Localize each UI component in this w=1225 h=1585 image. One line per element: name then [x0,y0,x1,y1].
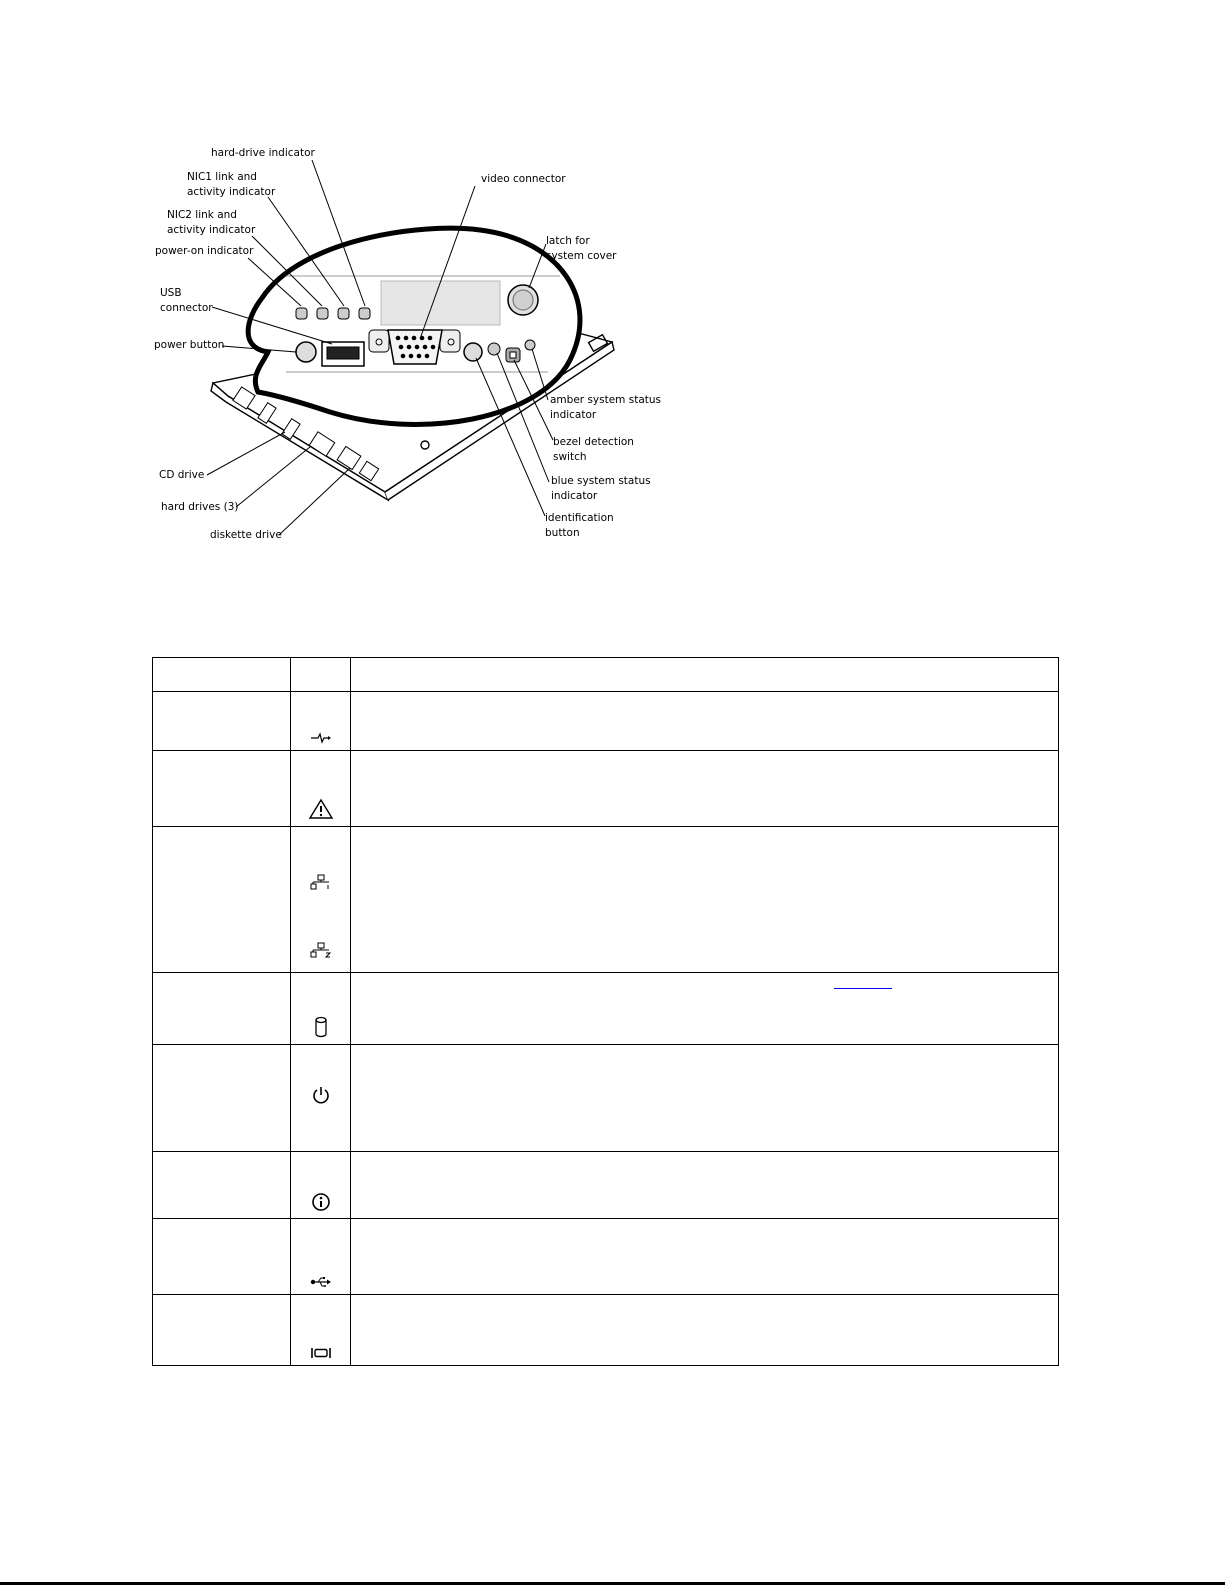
callout-nic2-indicator: NIC2 link and activity indicator [167,209,256,236]
table-row [153,1295,1059,1366]
callout-balloon [248,228,580,424]
power-icon [311,1085,331,1105]
row-name [153,827,291,973]
table-row [153,1045,1059,1152]
row-icon-cell [291,751,351,827]
row-icon-cell [291,827,351,973]
row-name [153,973,291,1045]
system-status-icon [309,732,333,744]
row-description [351,827,1059,973]
cross-reference-link[interactable] [834,988,892,989]
row-icon-cell [291,973,351,1045]
table-row [153,751,1059,827]
callout-blue-status-indicator: blue system status indicator [551,475,651,502]
row-name [153,1219,291,1295]
callout-latch: latch for system cover [546,235,617,262]
video-connector-icon [310,1347,332,1359]
row-name [153,1045,291,1152]
header-icon [291,658,351,692]
row-description [351,1152,1059,1219]
row-icon-cell [291,1152,351,1219]
indicator-table [152,657,1059,1366]
row-description [351,1295,1059,1366]
row-description [351,751,1059,827]
row-icon-cell [291,1295,351,1366]
header-component [153,658,291,692]
front-panel-figure [0,0,1225,600]
callout-amber-status-indicator: amber system status indicator [550,394,662,421]
callout-video-connector: video connector [481,173,566,185]
header-description [351,658,1059,692]
warning-triangle-icon [308,798,334,820]
table-header-row [153,658,1059,692]
callout-hard-drive-indicator: hard-drive indicator [211,147,315,159]
table-row [153,692,1059,751]
table-row [153,1152,1059,1219]
callout-hard-drives: hard drives (3) [161,501,239,513]
table-row [153,1219,1059,1295]
callout-bezel-detection-switch: bezel detection switch [553,436,634,463]
row-description [351,1219,1059,1295]
callout-power-button: power button [154,339,225,351]
row-description [351,973,1059,1045]
row-icon-cell [291,692,351,751]
callout-identification-button: identification button [545,512,614,539]
hard-drive-icon [313,1016,329,1038]
callout-nic1-indicator: NIC1 link and activity indicator [187,171,276,198]
row-name [153,751,291,827]
table-row [153,973,1059,1045]
callout-diskette-drive: diskette drive [210,529,282,541]
callout-power-on-indicator: power-on indicator [155,245,254,257]
row-name [153,1152,291,1219]
usb-icon [310,1276,332,1288]
row-icon-cell [291,1219,351,1295]
row-description [351,1045,1059,1152]
row-icon-cell [291,1045,351,1152]
callout-usb-connector: USB connector [160,287,213,314]
row-name [153,692,291,751]
row-description [351,692,1059,751]
table-row [153,827,1059,973]
nic2-icon [310,942,332,958]
identification-icon [311,1192,331,1212]
row-name [153,1295,291,1366]
nic1-icon [310,874,332,890]
callout-cd-drive: CD drive [159,469,205,481]
